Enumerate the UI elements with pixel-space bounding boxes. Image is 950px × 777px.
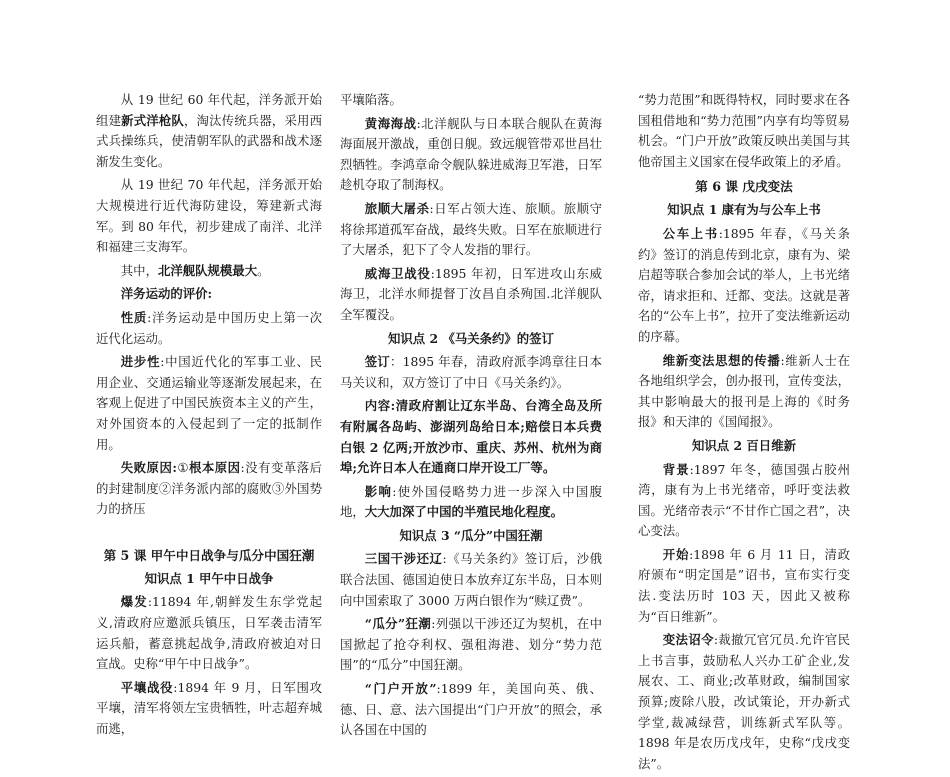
para-nature: 性质:洋务运动是中国历史上第一次近代化运动。 bbox=[96, 309, 322, 346]
knowledge-point-3: 知识点 3 “瓜分”中国狂潮 bbox=[399, 527, 543, 543]
para-triple-intervention: 三国干涉还辽:《马关条约》签订后，沙俄联合法国、德国迫使日本放弃辽东半岛，日本则向中国索取了 3000 万两白银作为“赎辽费”。 bbox=[340, 551, 602, 608]
para-gun-team: 从 19 世纪 60 年代起，洋务派开始组建新式洋枪队，淘汰传统兵器，采用西式兵操练兵，使清朝军队的武器和战术逐渐发生变化。 bbox=[96, 92, 323, 169]
para-decrees: 变法诏令:裁撤冗官冗员.允许官民上书言事，鼓励私人兴办工矿企业,发展农、工、商业;改革财政，编制国家预算;废除八股，改试策论，开办新式学堂,裁减绿营，训练新式军队等。1898 年是农历戊戌年，史称“戊戌变法”。 bbox=[638, 632, 850, 771]
para-progress: 进步性:中国近代化的军事工业、民用企业、交通运输业等逐渐发展起来，在客观上促进了中国民族资本主义的产生，对外国资本的入侵起到了一定的抵制作用。 bbox=[96, 354, 322, 452]
para-failure: 失败原因:①根本原因:没有变革落后的封建制度②洋务派内部的腐败③外国势力的挤压 bbox=[96, 460, 322, 517]
para-content: 内容:清政府割让辽东半岛、台湾全岛及所有附属各岛屿、澎湖列岛给日本;赔偿日本兵费白银 2 亿两;开放沙市、重庆、苏州、杭州为商埠;允许日本人在通商口岸开设工厂等。 bbox=[340, 398, 603, 476]
spacer bbox=[96, 523, 322, 541]
knowledge-point-1: 知识点 1 甲午中日战争 bbox=[144, 570, 274, 586]
eval-heading: 洋务运动的评价: bbox=[120, 286, 213, 302]
para-outbreak: 爆发:11894 年,朝鲜发生东学党起义,清政府应邀派兵镇压，日军袭击清军运兵船，蓄意挑起战争,清政府被迫对日宣战。史称“甲午中日战争”。 bbox=[96, 594, 323, 672]
para-impact: 影响:使外国侵略势力进一步深入中国腹地，大大加深了中国的半殖民地化程度。 bbox=[340, 483, 602, 520]
lesson-title-5: 第 5 课 甲午中日战争与瓜分中国狂潮 bbox=[103, 547, 315, 563]
para-lushun: 旅顺大屠杀:日军占领大连、旅顺。旅顺守将徐邦道孤军奋战，最终失败。日军在旅顺进行了大屠杀，犯下了令人发指的罪行。 bbox=[340, 200, 602, 258]
para-gongche: 公车上书:1895 年春，《马关条约》签订的消息传到北京，康有为、梁启超等联合参加会试的举人，上书光绪帝，请求拒和、迁都、变法。这就是著名的“公车上书”，拉开了变法维新运动的序幕。 bbox=[638, 225, 851, 344]
para-pyongyang: 平壤战役:1894 年 9 月，日军围攻平壤，清军将领左宝贵牺牲，叶志超弃城而逃， bbox=[96, 679, 322, 737]
column-right bbox=[638, 90, 850, 777]
para-background: 背景:1897 年冬，德国强占胶州湾，康有为上书光绪帝，呼吁变法救国。光绪帝表示“不甘作亡国之君”，决心变法。 bbox=[638, 461, 850, 539]
para-weihai: 威海卫战役:1895 年初，日军进攻山东威海卫，北洋水师提督丁汝昌自杀殉国.北洋舰队全军覆没。 bbox=[340, 265, 603, 322]
para-fall: 平壤陷落。 bbox=[340, 92, 402, 107]
column-middle bbox=[340, 90, 602, 744]
para-open-door: “门户开放”:1899 年，美国向英、俄、德、日、意、法六国提出“门户开放”的照会，承认各国在中国的 bbox=[340, 681, 602, 738]
para-navy-build: 从 19 世纪 70 年代起，洋务派开始大规模进行近代海防建设，筹建新式海军。到 80 年代，初步建成了南洋、北洋和福建三支海军。 bbox=[96, 177, 322, 255]
para-beiyang: 其中，北洋舰队规模最大。 bbox=[120, 262, 270, 278]
para-signing: 签订：1895 年春，清政府派李鸿章往日本马关议和，双方签订了中日《马关条约》。 bbox=[340, 354, 602, 390]
knowledge-point-2b: 知识点 2 百日维新 bbox=[692, 437, 796, 453]
para-yellow-sea: 黄海海战:北洋舰队与日本联合舰队在黄海海面展开激战，重创日舰。致远舰管带邓世昌壮烈牺牲。李鸿章命令舰队躲进威海卫军港，日军趁机夺取了制海权。 bbox=[340, 115, 602, 193]
column-left bbox=[96, 90, 322, 743]
knowledge-point-1b: 知识点 1 康有为与公车上书 bbox=[667, 202, 821, 218]
knowledge-point-2: 知识点 2 《马关条约》的签订 bbox=[388, 330, 554, 346]
para-start: 开始:1898 年 6 月 11 日，清政府颁布“明定国是”诏书，宣布实行变法.变法历时 103 天，因此又被称为“百日维新”。 bbox=[638, 546, 851, 624]
para-spread: 维新变法思想的传播:维新人士在各地组织学会，创办报刊，宣传变法，其中影响最大的报刊是上海的《时务报》和天津的《国闻报》。 bbox=[638, 352, 850, 430]
lesson-title-6: 第 6 课 戊戌变法 bbox=[695, 179, 793, 195]
para-partition: “瓜分”狂潮:列强以干涉还辽为契机，在中国掀起了抢夺利权、强租海港、划分“势力范围”的“瓜分”中国狂潮。 bbox=[340, 616, 602, 673]
para-open-door-cont: “势力范围”和既得特权，同时要求在各国租借地和“势力范围”内享有均等贸易机会。“门户开放”政策反映出美国与其他帝国主义国家在侵华政策上的矛盾。 bbox=[638, 92, 850, 169]
